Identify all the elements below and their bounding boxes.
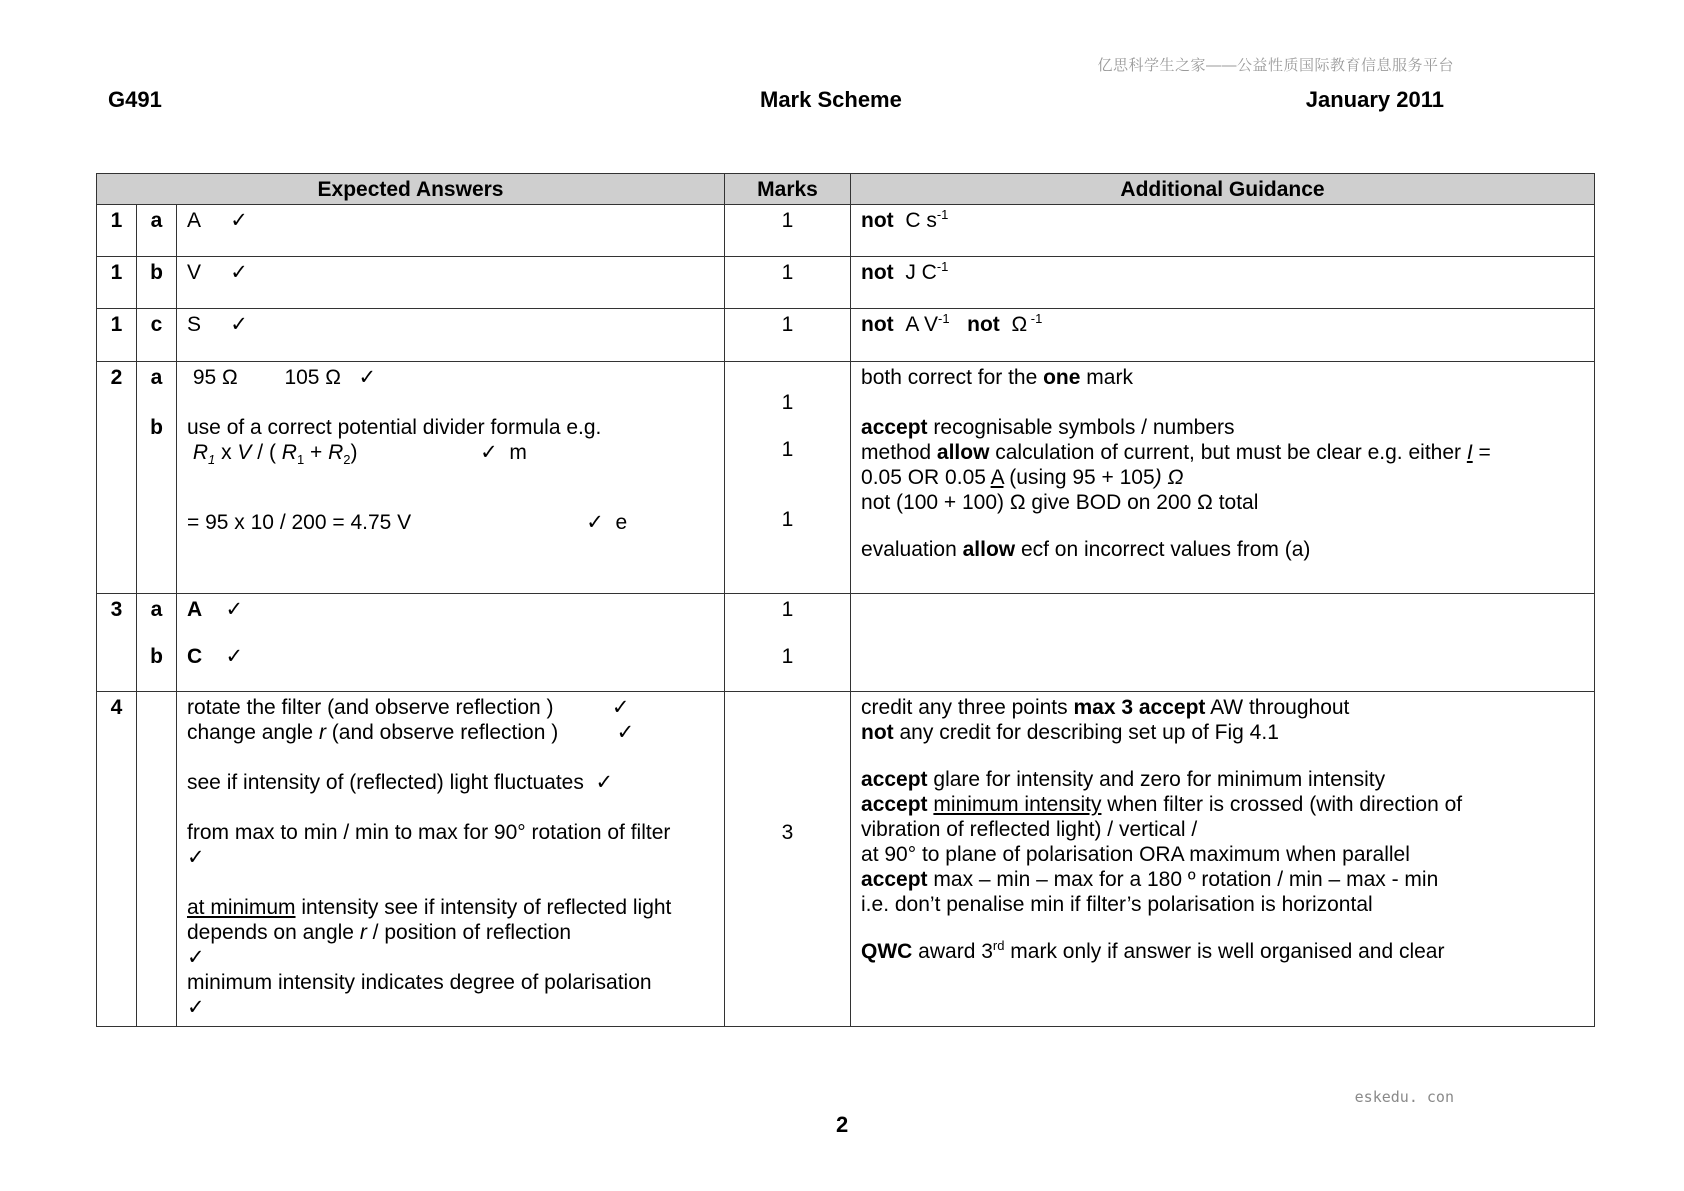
mark-value: 1 xyxy=(781,598,794,621)
guidance-text: Ω xyxy=(1011,313,1028,336)
question-part xyxy=(137,692,177,1027)
paper-code: G491 xyxy=(108,87,162,112)
formula-line: $R_1$ x V / ( $R_1 + R_2$) ✓ m xyxy=(192,440,527,468)
question-number: 1 xyxy=(97,257,137,309)
tick-icon: ✓ xyxy=(225,644,244,668)
question-number: 1 xyxy=(97,205,137,257)
marks: 1 xyxy=(725,309,851,362)
table-row xyxy=(97,362,1595,594)
part-b-label: b xyxy=(150,416,163,439)
question-number: 4 xyxy=(97,692,137,1027)
marks xyxy=(725,594,851,692)
guidance-line: not (100 + 100) Ω give BOD on 200 Ω total xyxy=(861,491,1259,514)
question-number: 3 xyxy=(97,594,137,692)
answer-line: rotate the filter (and observe reflection ) ✓ xyxy=(187,695,630,719)
guidance-keyword: not xyxy=(967,313,1000,336)
mark-value: 1 xyxy=(781,438,794,461)
tick-icon: ✓ xyxy=(616,720,635,744)
watermark-bottom: eskedu. con xyxy=(1354,1088,1454,1106)
guidance-text: A V xyxy=(905,313,939,336)
answer-line: A ✓ xyxy=(187,597,244,621)
guidance xyxy=(851,257,1595,309)
answer-line: minimum intensity indicates degree of polarisation xyxy=(187,971,652,994)
guidance-line: QWC award 3rd mark only if answer is well organised and clear xyxy=(861,938,1445,963)
guidance-line: accept max – min – max for a 180 º rotation / min – max - min xyxy=(861,868,1439,891)
answer-line: change angle r (and observe reflection ) ✓ xyxy=(187,720,635,744)
expected-answer xyxy=(177,362,725,594)
part-a-label: a xyxy=(150,366,163,389)
header-additional-guidance: Additional Guidance xyxy=(851,174,1595,205)
mark-value: 1 xyxy=(781,391,794,414)
question-number: 1 xyxy=(97,309,137,362)
part-a-label: a xyxy=(150,598,163,621)
guidance-line: method allow calculation of current, but must be clear e.g. either I = xyxy=(861,441,1491,464)
question-part: c xyxy=(137,309,177,362)
answer-line: use of a correct potential divider formula e.g. xyxy=(187,416,602,439)
tick-icon: ✓ xyxy=(230,312,248,336)
tick-icon: ✓ xyxy=(230,208,248,232)
calculation-line: = 95 x 10 / 200 = 4.75 V ✓ e xyxy=(187,510,628,534)
superscript: -1 xyxy=(1027,311,1043,326)
guidance-line: credit any three points max 3 accept AW throughout xyxy=(861,696,1350,719)
guidance xyxy=(851,692,1595,1027)
mark-scheme-table xyxy=(96,173,1595,1027)
expected-answer xyxy=(177,257,725,309)
marks: 1 xyxy=(725,257,851,309)
guidance-line: accept glare for intensity and zero for minimum intensity xyxy=(861,768,1386,791)
guidance-keyword: not xyxy=(861,209,894,232)
marks xyxy=(725,362,851,594)
page-number: 2 xyxy=(836,1112,849,1137)
guidance-line: 0.05 OR 0.05 A (using 95 + 105) Ω xyxy=(861,466,1184,489)
mark-value: 1 xyxy=(781,508,794,531)
tick-icon: ✓ xyxy=(187,945,205,969)
answer-text: S xyxy=(187,313,202,336)
expected-answer xyxy=(177,205,725,257)
marks xyxy=(725,692,851,1027)
part-b-label: b xyxy=(150,645,163,668)
watermark-top: 亿思科学生之家——公益性质国际教育信息服务平台 xyxy=(1097,57,1454,74)
guidance-line: both correct for the one mark xyxy=(861,366,1133,389)
expected-answer xyxy=(177,309,725,362)
guidance-text: J C xyxy=(905,261,937,284)
tick-icon: ✓ xyxy=(187,845,205,869)
guidance-line: accept minimum intensity when filter is crossed (with direction of xyxy=(861,793,1463,816)
superscript: -1 xyxy=(936,259,949,274)
guidance-keyword: not xyxy=(861,313,894,336)
tick-icon: ✓ xyxy=(586,510,604,534)
question-part: a xyxy=(137,205,177,257)
marks: 1 xyxy=(725,205,851,257)
tick-icon: ✓ xyxy=(358,365,377,389)
answer-line: depends on angle r / position of reflection xyxy=(187,921,572,944)
table-row xyxy=(97,257,1595,309)
guidance-keyword: not xyxy=(861,261,894,284)
guidance-line: vibration of reflected light) / vertical / xyxy=(861,818,1198,841)
superscript: -1 xyxy=(936,207,949,222)
answer-text: V xyxy=(187,261,202,284)
answer-line: C ✓ xyxy=(187,644,244,668)
tick-icon: ✓ xyxy=(611,695,630,719)
answer-line: at minimum intensity see if intensity of reflected light xyxy=(187,896,672,919)
question-part xyxy=(137,362,177,594)
table-row xyxy=(97,692,1595,1027)
tick-icon: ✓ xyxy=(187,995,205,1019)
exam-date: January 2011 xyxy=(1305,87,1444,112)
guidance-line: not any credit for describing set up of Fig 4.1 xyxy=(861,721,1279,744)
guidance xyxy=(851,309,1595,362)
document-title: Mark Scheme xyxy=(760,87,902,112)
tick-icon: ✓ xyxy=(595,770,614,794)
guidance-line: i.e. don’t penalise min if filter’s polarisation is horizontal xyxy=(861,893,1373,916)
expected-answer xyxy=(177,594,725,692)
mark-value: 1 xyxy=(781,645,794,668)
header-marks: Marks xyxy=(725,174,851,205)
table-row xyxy=(97,594,1595,692)
mark-value: 3 xyxy=(781,821,794,844)
tick-icon: ✓ xyxy=(480,440,498,464)
guidance xyxy=(851,594,1595,692)
guidance-line: evaluation allow ecf on incorrect values from (a) xyxy=(861,538,1311,561)
table-header-row xyxy=(97,174,1595,205)
guidance xyxy=(851,362,1595,594)
header-expected-answers: Expected Answers xyxy=(97,174,725,205)
tick-icon: ✓ xyxy=(225,597,244,621)
guidance-line: at 90° to plane of polarisation ORA maximum when parallel xyxy=(861,843,1410,866)
guidance-line: accept recognisable symbols / numbers xyxy=(861,416,1235,439)
guidance xyxy=(851,205,1595,257)
superscript: -1 xyxy=(938,311,950,326)
question-part: b xyxy=(137,257,177,309)
table-row xyxy=(97,309,1595,362)
question-part xyxy=(137,594,177,692)
answer-line: 95 Ω 105 Ω ✓ xyxy=(192,365,377,389)
question-number: 2 xyxy=(97,362,137,594)
answer-text: A xyxy=(187,209,202,232)
tick-icon: ✓ xyxy=(230,260,248,284)
guidance-text: C s xyxy=(905,209,937,232)
table-row xyxy=(97,205,1595,257)
answer-line: see if intensity of (reflected) light fluctuates ✓ xyxy=(187,770,614,794)
expected-answer xyxy=(177,692,725,1027)
answer-line: from max to min / min to max for 90° rotation of filter xyxy=(187,821,671,844)
